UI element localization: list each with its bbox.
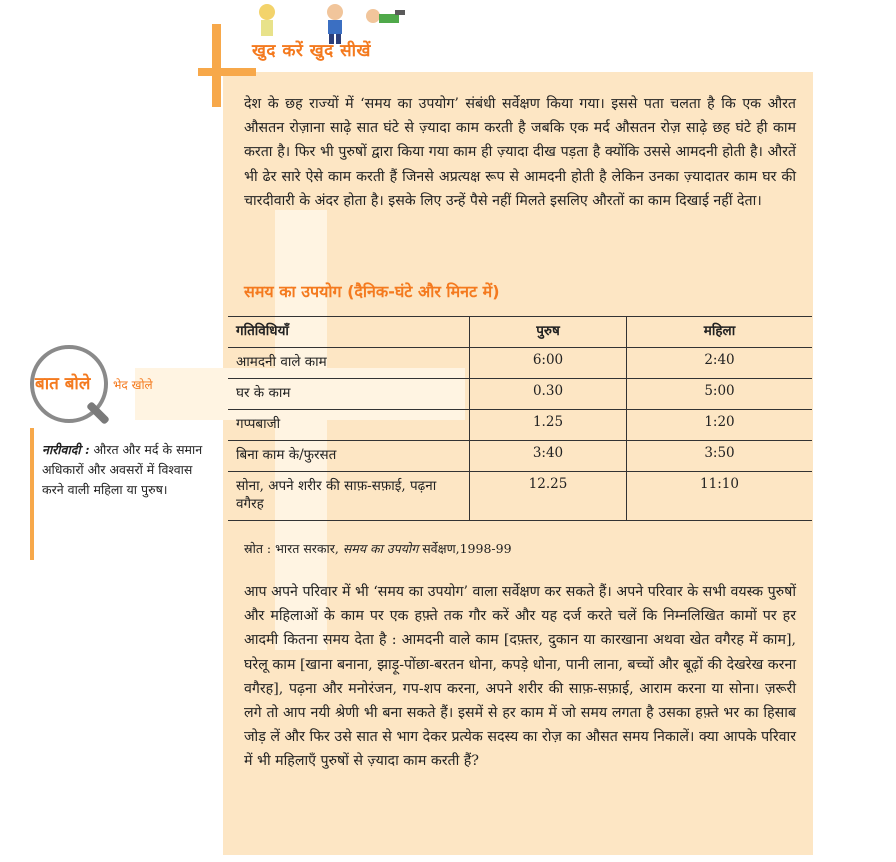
- table-row: [228, 441, 812, 472]
- glossary-term: नारीवादी :: [42, 442, 90, 457]
- women-time-cell: 2:40: [627, 348, 813, 379]
- activity-paragraph: आप अपने परिवार में भी ‘समय का उपयोग’ वाला सर्वेक्षण कर सकते हैं। अपने परिवार के सभी वयस्क पुरुषों और महिलाओं के काम पर एक हफ़्ते तक गौर करें और यह दर्ज करते चलें कि निम्नलिखित कामों पर हर आदमी कितना समय देता है : आमदनी वाले काम [दफ़्तर, दुकान या कारखाना अथवा खेत वगैरह में काम], घरेलू काम [खाना बनाना, झाड़ू-पोंछा-बरतन धोना, कपड़े धोना, पानी लाना, बच्चों और बूढ़ों की देखरेख करना वगैरह], पढ़ना और मनोरंजन, गप-शप करना, अपने शरीर की साफ़-सफ़ाई, आराम करना या सोना। ज़रूरी लगे तो आप नयी श्रेणी भी बना सकते हैं। इसमें से हर काम में जो समय लगता है उसका हफ़्ते भर का हिसाब जोड़ लें और फिर उसे सात से भाग देकर प्रत्येक सदस्य का रोज़ का औसत समय निकालें। क्या आपके परिवार में भी महिलाएँ पुरुषों से ज़्यादा काम करती हैं?: [244, 584, 796, 770]
- activity-cell: घर के काम: [228, 379, 470, 410]
- source-label: स्रोत : भारत सरकार,: [244, 541, 339, 556]
- plus-mark-bar: [198, 68, 256, 76]
- table-row: [228, 472, 812, 521]
- source-rest: सर्वेक्षण,1998-99: [422, 541, 512, 556]
- men-time-cell: 0.30: [470, 379, 627, 410]
- sidebar-accent-bar: [30, 428, 34, 560]
- time-use-table: [228, 316, 812, 521]
- women-time-cell: 11:10: [627, 472, 813, 521]
- sidebar-subtitle: भेद खोले: [113, 378, 153, 392]
- men-time-cell: 3:40: [470, 441, 627, 472]
- sidebar-title: बात बोले: [35, 374, 91, 394]
- intro-paragraph: देश के छह राज्यों में ‘समय का उपयोग’ संबंधी सर्वेक्षण किया गया। इससे पता चलता है कि एक औरत औसतन रोज़ाना साढ़े सात घंटे से ज़्यादा काम करती है जबकि एक मर्द औसतन रोज़ साढ़े छह घंटे ही काम करता है। फिर भी पुरुषों द्वारा किया गया काम ही ज़्यादा दीख पड़ता है क्योंकि उससे आमदनी होती है। औरतें भी ढेर सारे ऐसे काम करती हैं जिनसे अप्रत्यक्ष रूप से आमदनी होती है लेकिन उनका ज़्यादातर काम घर की चारदीवारी के अंदर होता है। इसके लिए उन्हें पैसे नहीं मिलते इसलिए औरतों का काम दिखाई नहीं देता।: [244, 96, 796, 209]
- table-row: [228, 410, 812, 441]
- table-header-row: [228, 317, 812, 348]
- women-time-cell: 3:50: [627, 441, 813, 472]
- header-activities: गतिविधियाँ: [228, 317, 470, 348]
- men-time-cell: 6:00: [470, 348, 627, 379]
- women-time-cell: 1:20: [627, 410, 813, 441]
- men-time-cell: 12.25: [470, 472, 627, 521]
- source-title: समय का उपयोग: [342, 541, 419, 556]
- activity-cell: गप्पबाजी: [228, 410, 470, 441]
- header-men: पुरुष: [470, 317, 627, 348]
- men-time-cell: 1.25: [470, 410, 627, 441]
- activity-cell: सोना, अपने शरीर की साफ़-सफ़ाई, पढ़ना वगैरह: [228, 472, 470, 521]
- glossary-text: औरत और मर्द के समान अधिकारों और अवसरों में विश्वास करने वाली महिला या पुरुष।: [42, 442, 203, 497]
- table-source: [244, 540, 512, 557]
- table-title: समय का उपयोग (दैनिक-घंटे और मिनट में): [244, 282, 500, 301]
- table-row: [228, 379, 812, 410]
- women-time-cell: 5:00: [627, 379, 813, 410]
- activity-cell: बिना काम के/फुरसत: [228, 441, 470, 472]
- activity-cell: आमदनी वाले काम: [228, 348, 470, 379]
- glossary-definition: [42, 440, 210, 500]
- section-header-title: खुद करें खुद सीखें: [252, 41, 371, 61]
- table-row: [228, 348, 812, 379]
- plus-mark-icon: [212, 24, 221, 107]
- header-women: महिला: [627, 317, 813, 348]
